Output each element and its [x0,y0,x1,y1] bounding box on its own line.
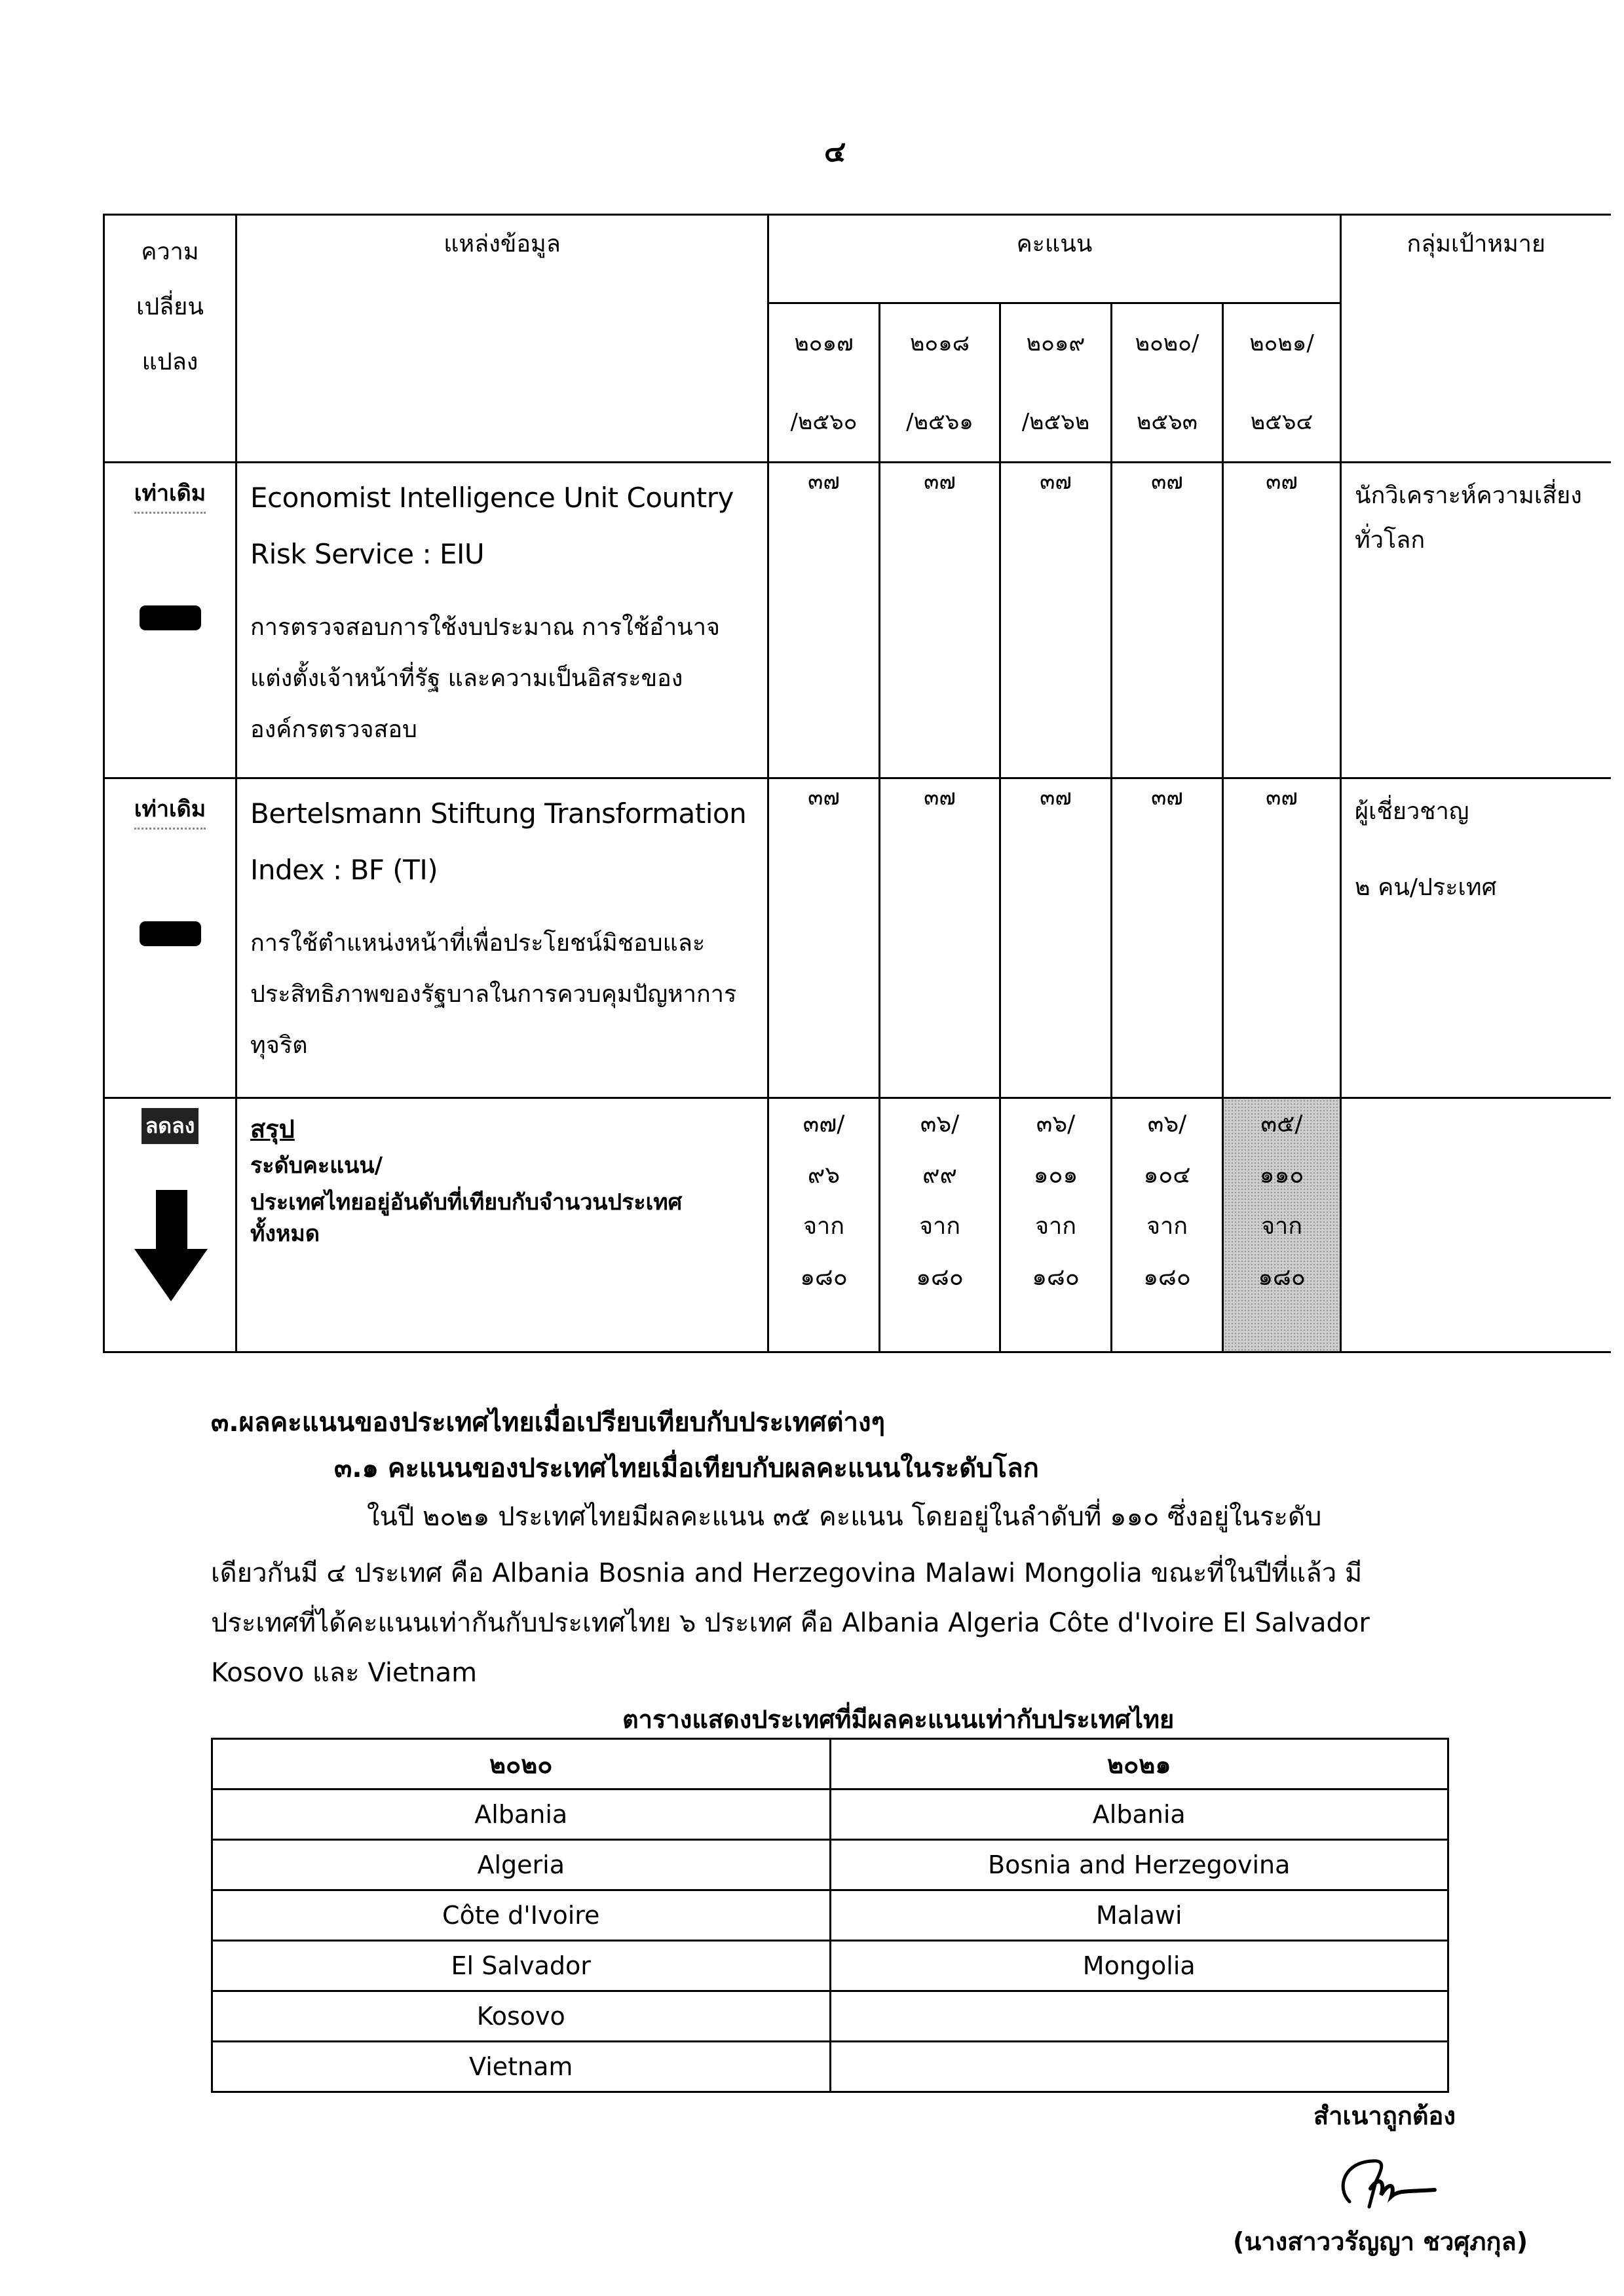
year-top: ๒๐๑๗ [794,330,854,356]
score-table [103,214,1611,1353]
source-desc-line: ประสิทธิภาพของรัฐบาลในการควบคุมปัญหาการ [250,981,737,1008]
summary-from: จาก [1260,1213,1303,1240]
country-2021 [830,2042,1448,2092]
summary-total: ๑๘๐ [1258,1264,1306,1291]
summary-rank: ๑๐๔ [1143,1162,1191,1189]
year-bottom: /๒๕๖๐ [790,409,858,435]
year-bottom: /๒๕๖๑ [906,409,973,435]
score-2020: ๓๗ [1112,778,1223,1098]
change-label: เท่าเดิม [134,475,206,514]
comparison-table [211,1738,1449,2093]
summary-score: ๓๗/ [803,1111,845,1138]
target-cell [1341,463,1611,778]
source-desc-line: แต่งตั้งเจ้าหน้าที่รัฐ และความเป็นอิสระของ [250,665,683,692]
summary-text-cell [236,1098,768,1352]
signature-icon [1323,2156,1454,2215]
change-label-decreased: ลดลง [142,1108,199,1144]
down-arrow-icon [134,1190,206,1301]
header-row-1 [104,215,1611,303]
paragraph-line: Kosovo และ Vietnam [211,1658,478,1688]
summary-total: ๑๘๐ [800,1264,848,1291]
year-top: ๒๐๑๘ [910,330,970,356]
paragraph-line: เดียวกันมี ๔ ประเทศ คือ Albania Bosnia and Herzegovina Malawi Mongolia ขณะที่ในปีที่แล้ว มี [211,1558,1363,1588]
summary-score-2018 [880,1098,1000,1352]
source-cell [236,778,768,1098]
summary-rank: ๑๐๑ [1033,1162,1078,1189]
country-2020: El Salvador [212,1941,831,1991]
source-cell [236,463,768,778]
source-desc-line: การใช้ตำแหน่งหน้าที่เพื่อประโยชน์มิชอบและ [250,930,706,957]
score-2019: ๓๗ [1000,463,1112,778]
table-row [212,1890,1448,1941]
year-header-2021 [1223,303,1341,463]
column-header-2021: ๒๐๒๑ [830,1739,1448,1789]
header-change-line: เปลี่ยน [136,294,204,320]
table-row-summary [104,1098,1611,1352]
header-score: คะแนน [768,215,1341,303]
country-2020: Côte d'Ivoire [212,1890,831,1941]
score-2019: ๓๗ [1000,778,1112,1098]
score-2018: ๓๗ [880,778,1000,1098]
header-change-line: แปลง [142,349,198,375]
year-header-2019 [1000,303,1112,463]
change-cell [104,1098,236,1352]
score-2017: ๓๗ [768,778,880,1098]
country-2020: Vietnam [212,2042,831,2092]
summary-score: ๓๖/ [1147,1111,1187,1138]
target-cell [1341,778,1611,1098]
table-row [212,2042,1448,2092]
summary-rank: ๑๑๐ [1259,1162,1304,1189]
certified-copy-label: สำเนาถูกต้อง [1313,2101,1456,2130]
summary-score-2017 [768,1098,880,1352]
change-cell [104,463,236,778]
paragraph-line: ประเทศที่ได้คะแนนเท่ากันกับประเทศไทย ๖ ประเทศ คือ Albania Algeria Côte d'Ivoire El Salvador [211,1608,1370,1638]
country-2021: Mongolia [830,1941,1448,1991]
source-desc-line: องค์กรตรวจสอบ [250,716,417,743]
header-target: กลุ่มเป้าหมาย [1341,215,1611,463]
summary-line: ทั้งหมด [250,1221,320,1247]
subsection-heading: ๓.๑ คะแนนของประเทศไทยเมื่อเทียบกับผลคะแนนในระดับโลก [334,1453,1039,1483]
source-desc-line: ทุจริต [250,1032,308,1059]
year-header-2017 [768,303,880,463]
header-change [104,215,236,463]
score-2021: ๓๗ [1223,463,1341,778]
summary-score: ๓๖/ [920,1111,960,1138]
summary-line: ระดับคะแนน/ [250,1153,383,1179]
summary-score-2019 [1000,1098,1112,1352]
score-2020: ๓๗ [1112,463,1223,778]
summary-total: ๑๘๐ [1032,1264,1080,1291]
page-number: ๔ [824,135,846,168]
table-row [212,1840,1448,1890]
column-header-2020: ๒๐๒๐ [212,1739,831,1789]
summary-score: ๓๖/ [1036,1111,1076,1138]
change-label: เท่าเดิม [134,791,206,830]
section-heading: ๓.ผลคะแนนของประเทศไทยเมื่อเปรียบเทียบกับประเทศต่างๆ [211,1407,885,1438]
table-row [212,1941,1448,1991]
summary-title: สรุป [250,1115,295,1143]
country-2021: Bosnia and Herzegovina [830,1840,1448,1890]
source-name-line: Bertelsmann Stiftung Transformation [250,797,747,830]
country-2020: Albania [212,1789,831,1840]
table-caption: ตารางแสดงประเทศที่มีผลคะแนนเท่ากับประเทศไทย [622,1705,1175,1734]
target-cell-empty [1341,1098,1611,1352]
source-name-line: Economist Intelligence Unit Country [250,482,734,514]
paragraph-line: ในปี ๒๐๒๑ ประเทศไทยมีผลคะแนน ๓๕ คะแนน โดยอยู่ในลำดับที่ ๑๑๐ ซึ่งอยู่ในระดับ [367,1502,1322,1532]
country-2020: Kosovo [212,1991,831,2042]
year-header-2020 [1112,303,1223,463]
year-bottom: ๒๕๖๓ [1137,409,1198,435]
target-line: นักวิเคราะห์ความเสี่ยง [1355,482,1582,509]
summary-from: จาก [803,1213,845,1240]
table-row [212,1789,1448,1840]
country-2021: Albania [830,1789,1448,1840]
score-2018: ๓๗ [880,463,1000,778]
summary-rank: ๙๙ [922,1162,957,1189]
table-row [212,1991,1448,2042]
score-2021: ๓๗ [1223,778,1341,1098]
source-desc-line: การตรวจสอบการใช้งบประมาณ การใช้อำนาจ [250,614,721,641]
summary-score: ๓๕/ [1260,1111,1303,1138]
summary-total: ๑๘๐ [1143,1264,1191,1291]
signer-name: (นางสาววรัญญา ชวศุภกุล) [1233,2227,1528,2256]
summary-score-2020 [1112,1098,1223,1352]
summary-total: ๑๘๐ [916,1264,964,1291]
header-source: แหล่งข้อมูล [236,215,768,463]
year-top: ๒๐๒๐/ [1135,330,1199,356]
summary-score-2021-highlighted [1223,1098,1341,1352]
change-cell [104,778,236,1098]
summary-from: จาก [918,1213,961,1240]
year-bottom: /๒๕๖๒ [1021,409,1090,435]
year-header-2018 [880,303,1000,463]
equal-dash-icon [140,921,201,946]
target-line: ผู้เชี่ยวชาญ [1355,798,1469,825]
year-top: ๒๐๑๙ [1026,330,1086,356]
country-2021: Malawi [830,1890,1448,1941]
comparison-header-row [212,1739,1448,1789]
summary-from: จาก [1146,1213,1188,1240]
summary-from: จาก [1034,1213,1077,1240]
equal-dash-icon [140,605,201,630]
country-2021 [830,1991,1448,2042]
table-row-eiu [104,463,1611,778]
country-2020: Algeria [212,1840,831,1890]
target-line: ทั่วโลก [1355,527,1426,554]
year-bottom: ๒๕๖๔ [1250,409,1313,435]
year-top: ๒๐๒๑/ [1249,330,1314,356]
score-2017: ๓๗ [768,463,880,778]
table-row-bf-ti [104,778,1611,1098]
summary-rank: ๙๖ [807,1162,840,1189]
header-change-line: ความ [141,239,199,265]
source-name-line: Index : BF (TI) [250,854,438,886]
summary-line: ประเทศไทยอยู่อันดับที่เทียบกับจำนวนประเทศ [250,1189,683,1215]
source-name-line: Risk Service : EIU [250,538,485,570]
target-line: ๒ คน/ประเทศ [1355,874,1497,901]
